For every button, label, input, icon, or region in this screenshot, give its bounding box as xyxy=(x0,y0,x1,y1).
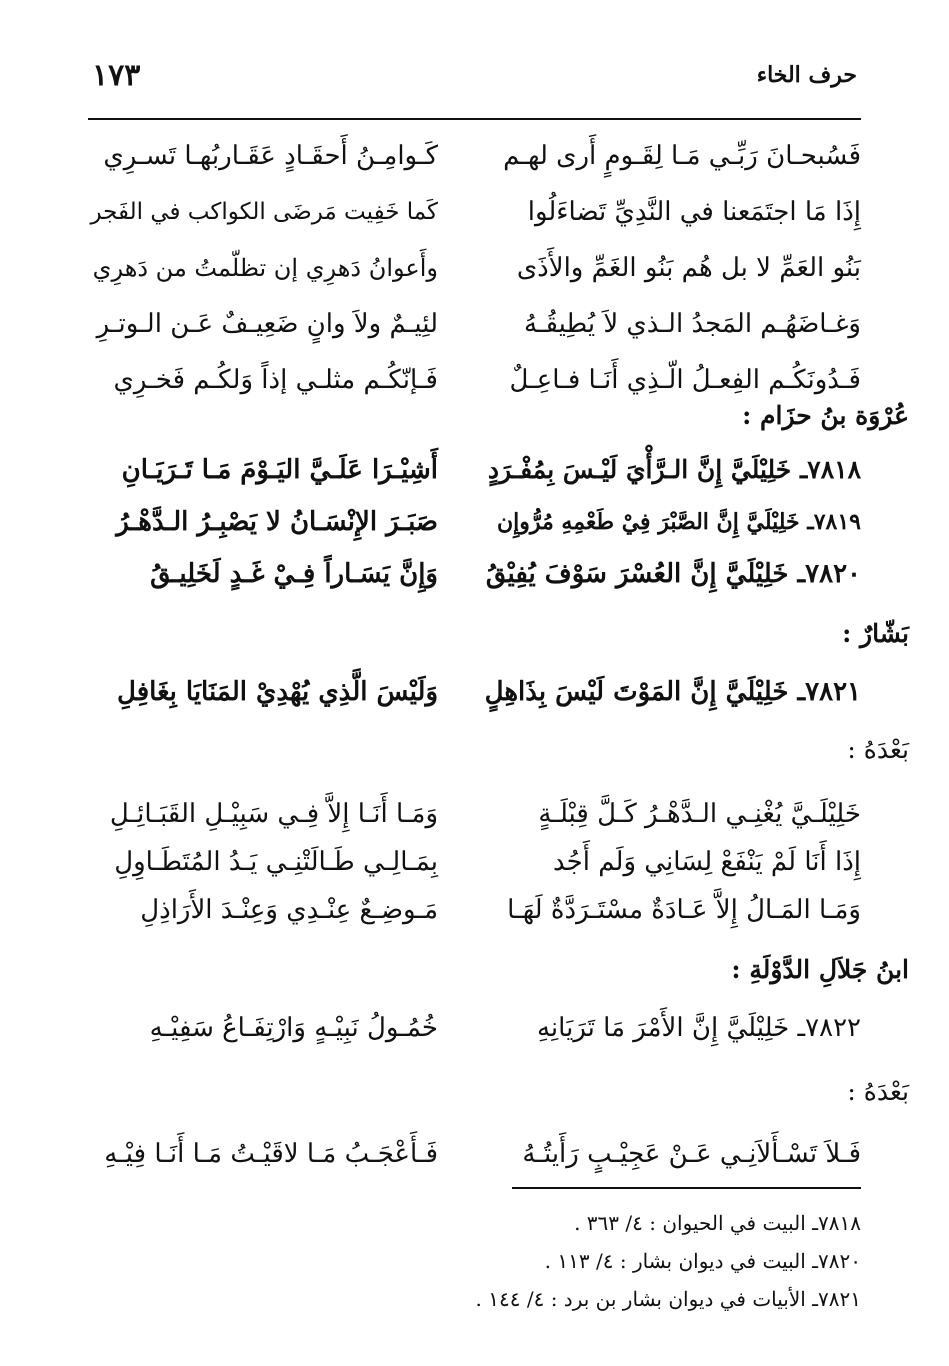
footnote-rule xyxy=(512,1187,861,1189)
verse-line xyxy=(88,664,861,720)
verse-line xyxy=(88,494,861,550)
verse-line xyxy=(88,1000,861,1056)
chapter-title: حرف الخاء xyxy=(756,62,857,88)
first-hemistich: ٧٨٢١ـ خَلِيْلَيَّ إِنَّ المَوْتَ لَيْسَ بِذَاهِلٍ xyxy=(484,677,861,707)
verse-line xyxy=(88,128,861,184)
second-hemistich: وَلَيْسَ الَّذِي يُهْدِيْ المَنَايَا بِغَافِلِ xyxy=(117,677,438,707)
first-hemistich: إِذَا مَا اجتَمَعنا في النَّدِيِّ تَضاءَلُوا xyxy=(527,197,861,227)
page-number: ١٧٣ xyxy=(92,58,141,93)
second-hemistich: مَـوضِـعٌ عِنْـدِي وَعِنْـدَ الأَرَاذِلِ xyxy=(140,895,438,925)
second-hemistich: وأَعوانُ دَهرِي إن تظلّمتُ من دَهرِي xyxy=(92,254,438,282)
poet-heading: عُرْوَة بنُ حزَام : xyxy=(742,401,909,430)
first-hemistich: فَسُبحـانَ رَبِّـي مَـا لِقَـومٍ أَرى لهـم xyxy=(503,141,861,171)
verse-line xyxy=(88,442,861,498)
second-hemistich: فَـإنّكُـم مثلـي إذاً وَلكُـم فَخـرِي xyxy=(113,365,438,395)
first-hemistich: ٧٨٢٠ـ خَلِيْلَيَّ إِنَّ العُسْرَ سَوْفَ يُفِيْقُ xyxy=(485,559,861,589)
first-hemistich: فَـدُونَكُـم الفِعـلُ الّـذِي أَنَـا فـاعِـلٌ xyxy=(509,365,861,395)
poet-heading: بَشّارٌ : xyxy=(842,619,909,648)
first-hemistich: ٧٨١٨ـ خَلِيْلَيَّ إِنَّ الـرَّأْيَ لَيْـسَ بِمُفْـرَدٍ xyxy=(487,455,861,484)
first-hemistich: وَغـاضَهُـم المَجدُ الـذي لاَ يُطِيقُـهُ xyxy=(523,309,861,339)
second-hemistich: أَشِيْـرَا عَلَـيَّ اليَـوْمَ مَـا تَـرَيَـانِ xyxy=(121,455,438,485)
footnote: ٧٨١٨ـ البيت في الحيوان : ٤/ ٣٦٣ . xyxy=(574,1211,861,1235)
first-hemistich: ٧٨١٩ـ خَلِيْلَيَّ إِنَّ الصَّبْرَ فِيْ طَعْمِهِ مُرُّوإِن xyxy=(496,509,861,535)
verse-line xyxy=(88,184,861,240)
verse-line xyxy=(88,1126,861,1182)
first-hemistich: وَمَـا المَـالُ إِلاَّ عَـادَةٌ مسْتَـرَدَّةٌ لَهَـا xyxy=(507,895,861,925)
second-hemistich: صَبَـرَ الإِنْسَـانُ لا يَصْبِـرُ الـدَّهْـرُ xyxy=(116,507,438,537)
first-hemistich: خَلِيْلَـيَّ يُغْنِـي الـدَّهْـرُ كَـلَّ قِبْلَـةٍ xyxy=(538,799,861,829)
second-hemistich: وَمَـا أَنَـا إِلاَّ فِـي سَبِيْـلِ القَبَـائِـلِ xyxy=(109,799,438,829)
second-hemistich: بِمَـالِـي طَـالَتْنِـي يَـدُ المُتَطَـاوِلِ xyxy=(114,847,438,877)
second-hemistich: كَـوامِـنُ أَحقَـادٍ عَقَـاربُهـا تَسـرِي xyxy=(103,141,438,171)
poet-heading: ابنُ جَلاَلِ الدَّوْلَةِ : xyxy=(731,955,909,984)
verse-line xyxy=(88,296,861,352)
after-label: بَعْدَهُ : xyxy=(847,1077,909,1106)
second-hemistich: فَـأَعْجَـبُ مَـا لاقَيْـتُ مَـا أَنَـا فِيْـهِ xyxy=(104,1139,438,1169)
first-hemistich: ٧٨٢٢ـ خَلِيْلَيَّ إِنَّ الأَمْرَ مَا تَرَيَانِهِ xyxy=(536,1013,861,1043)
footnote: ٧٨٢٠ـ البيت في ديوان بشار : ٤/ ١١٣ . xyxy=(544,1249,861,1273)
after-label: بَعْدَهُ : xyxy=(847,735,909,764)
second-hemistich: كَما خَفِيت مَرضَى الكواكب في الفَجر xyxy=(90,199,438,225)
second-hemistich: خُمُـولُ نَبِيْـهٍ وَارْتِفَـاعُ سَفِيْـهِ xyxy=(149,1013,438,1043)
footnote: ٧٨٢١ـ الأبيات في ديوان بشار بن برد : ٤/ ١٤٤ . xyxy=(475,1287,861,1311)
first-hemistich: إِذَا أَنَا لَمْ يَنْفَعْ لِسَانِي وَلَم أَجُد xyxy=(553,847,861,877)
second-hemistich: وَإِنَّ يَسَـاراً فِـيْ غَـدٍ لَخَلِيـقُ xyxy=(150,559,438,589)
verse-line xyxy=(88,882,861,938)
first-hemistich: فَـلاَ تَسْـأَلاَنِـي عَـنْ عَجِيْـبٍ رَأَيتُـهُ xyxy=(522,1139,861,1169)
second-hemistich: لئِيـمٌ ولاَ وانٍ ضَعِيـفٌ عَـن الـوتـرِ xyxy=(96,309,438,339)
header-rule xyxy=(88,118,861,120)
verse-line xyxy=(88,546,861,602)
first-hemistich: بَنُو العَمِّ لا بل هُم بَنُو الغَمِّ والأَذَى xyxy=(516,253,861,283)
verse-line xyxy=(88,240,861,296)
